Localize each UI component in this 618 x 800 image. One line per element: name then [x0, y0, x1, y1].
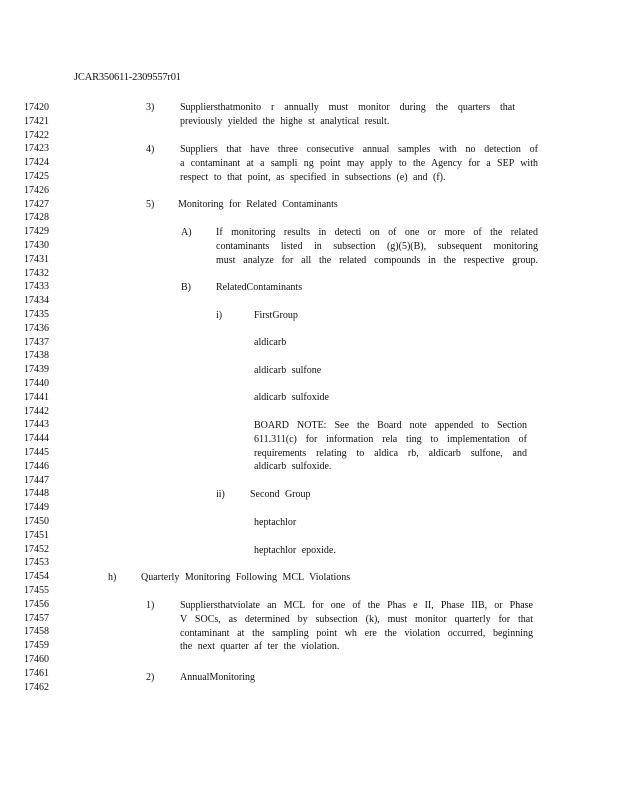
item-5-heading: Monitoring for Related Contaminants	[178, 199, 338, 210]
item-marker-4: 4)	[146, 144, 155, 155]
line-number: 17423	[24, 143, 49, 155]
subsubitem-marker-i: i)	[216, 310, 223, 321]
line-number: 17421	[24, 115, 49, 127]
line-number: 17451	[24, 529, 49, 541]
section-marker-h: h)	[108, 572, 117, 583]
line-number: 17431	[24, 253, 49, 265]
second-group-heading: Second Group	[250, 489, 311, 500]
line-number: 17447	[24, 474, 49, 486]
item-marker-3: 3)	[146, 102, 155, 113]
document-id-header: JCAR350611-2309557r01	[74, 72, 181, 83]
line-number: 17428	[24, 212, 49, 224]
subitem-A-text: If monitoring results in detecti on of one or more of the related contaminants listed in subsection (g)(5)(B), subsequent monitoring must analyze for all the related compounds in the respective group.	[216, 227, 538, 266]
line-number: 17441	[24, 391, 49, 403]
line-number: 17462	[24, 681, 49, 693]
line-number: 17436	[24, 322, 49, 334]
line-number: 17455	[24, 585, 49, 596]
subitem-marker-A: A)	[181, 227, 192, 238]
line-number: 17435	[24, 309, 49, 320]
line-number: 17420	[24, 102, 49, 113]
line-number: 17458	[24, 626, 49, 638]
line-number: 17433	[24, 281, 49, 293]
line-number: 17434	[24, 295, 49, 307]
line-number: 17450	[24, 516, 49, 527]
line-number: 17430	[24, 240, 49, 251]
line-number: 17445	[24, 447, 49, 458]
item-h1-text: Suppliersthatviolate an MCL for one of the Phas e II, Phase IIB, or Phase V SOCs, as determined by subsection (k), must monitor quarterly for that contaminant at the sampling point wh ere the violation occurred, beginning the next quarter af ter the violation.	[180, 600, 533, 653]
line-number: 17459	[24, 640, 49, 652]
line-number: 17440	[24, 378, 49, 389]
line-number: 17453	[24, 557, 49, 569]
line-number: 17456	[24, 598, 49, 610]
line-number: 17432	[24, 267, 49, 279]
compound-heptachlor-epoxide: heptachlor epoxide.	[254, 545, 336, 556]
line-number: 17425	[24, 171, 49, 182]
compound-aldicarb-sulfoxide: aldicarb sulfoxide	[254, 392, 329, 403]
line-number: 17437	[24, 336, 49, 348]
item-marker-h2: 2)	[146, 672, 155, 683]
section-h-heading: Quarterly Monitoring Following MCL Violations	[141, 572, 351, 583]
line-number: 17443	[24, 419, 49, 431]
item-marker-5: 5)	[146, 199, 155, 210]
line-number: 17457	[24, 612, 49, 624]
subitem-marker-B: B)	[181, 282, 191, 293]
item-marker-h1: 1)	[146, 600, 155, 611]
board-note: BOARD NOTE: See the Board note appended to Section 611.311(c) for information rela ting to implementation of requirements relating to aldica rb, aldicarb sulfone, and aldicarb sulfoxide.	[254, 420, 527, 473]
line-number: 17442	[24, 405, 49, 417]
line-number: 17439	[24, 364, 49, 376]
line-number: 17446	[24, 460, 49, 472]
line-number: 17426	[24, 184, 49, 196]
line-number: 17422	[24, 129, 49, 141]
item-4-text: Suppliers that have three consecutive annual samples with no detection of a contaminant at a sampli ng point may apply to the Agency for a SEP with respect to that point, as specified in subsections (e) and (f).	[180, 144, 538, 183]
line-number: 17454	[24, 571, 49, 583]
first-group-heading: FirstGroup	[254, 310, 298, 321]
compound-aldicarb: aldicarb	[254, 337, 287, 348]
compound-heptachlor: heptachlor	[254, 517, 297, 528]
line-number: 17424	[24, 157, 49, 169]
line-number: 17429	[24, 226, 49, 238]
line-number: 17449	[24, 502, 49, 514]
line-number: 17452	[24, 543, 49, 555]
item-h2-heading: AnnualMonitoring	[180, 672, 255, 683]
line-number: 17427	[24, 198, 49, 210]
line-number: 17461	[24, 667, 49, 679]
item-3-text: Suppliersthatmonito r annually must monitor during the quarters that previously yielded the highe st analytical result.	[180, 102, 515, 127]
subitem-B-heading: RelatedContaminants	[216, 282, 303, 293]
line-number: 17460	[24, 654, 49, 665]
line-number: 17448	[24, 488, 49, 500]
compound-aldicarb-sulfone: aldicarb sulfone	[254, 365, 322, 376]
line-number: 17438	[24, 350, 49, 362]
subsubitem-marker-ii: ii)	[216, 489, 225, 500]
line-number: 17444	[24, 433, 49, 445]
